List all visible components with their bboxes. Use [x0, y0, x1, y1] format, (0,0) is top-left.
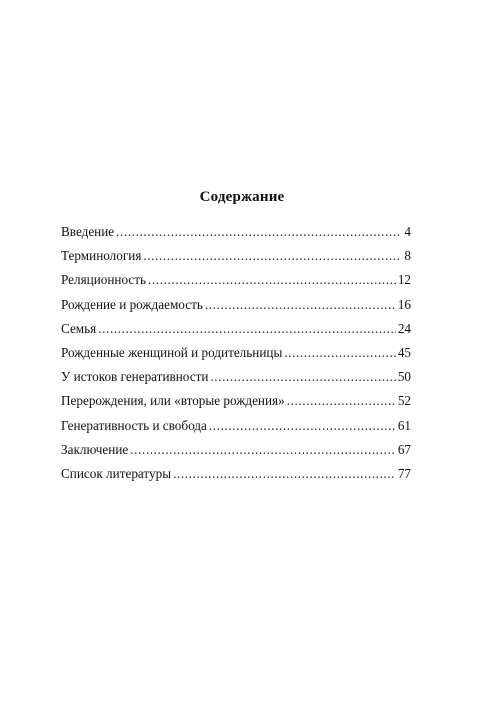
toc-entry-label: Реляционность: [61, 272, 147, 288]
toc-dot-leader: [205, 295, 396, 315]
toc-entry-origins-of-generativity[interactable]: [61, 367, 411, 391]
toc-entry-label: Рожденные женщиной и родительницы: [61, 344, 283, 360]
toc-entry-label: Семья: [61, 320, 97, 336]
toc-entry-page: 4: [404, 224, 411, 239]
toc-entry-bibliography[interactable]: [61, 464, 411, 488]
toc-dot-leader: [209, 416, 396, 436]
toc-entry-label: Терминология: [61, 248, 142, 264]
toc-entry-page: 45: [397, 344, 411, 360]
toc-entry-rebirths[interactable]: [61, 391, 411, 415]
toc-entry-page: 24: [397, 320, 411, 336]
toc-entry-relationality[interactable]: [61, 270, 411, 294]
toc-entry-label: Введение: [61, 224, 115, 239]
toc-entry-birth-and-natality[interactable]: [61, 295, 411, 319]
toc-dot-leader: [148, 270, 396, 290]
toc-entry-page: 16: [397, 296, 411, 312]
toc-dot-leader: [143, 246, 399, 266]
toc-entry-page: 67: [397, 441, 411, 457]
toc-dot-leader: [287, 391, 396, 411]
toc-entry-born-of-woman[interactable]: [61, 343, 411, 367]
toc-dot-leader: [130, 440, 396, 460]
toc-dot-leader: [98, 319, 396, 339]
toc-entry-page: 52: [397, 393, 411, 409]
toc-entry-page: 77: [397, 465, 411, 481]
toc-entry-label: Генеративность и свобода: [61, 417, 207, 433]
toc-entry-label: Список литературы: [61, 465, 172, 481]
toc-entry-page: 61: [397, 417, 411, 433]
toc-dot-leader: [116, 222, 399, 242]
toc-entry-label: Заключение: [61, 441, 129, 457]
toc-entry-page: 8: [404, 248, 411, 264]
toc-entry-terminology[interactable]: [61, 246, 411, 270]
toc-dot-leader: [284, 343, 396, 363]
toc-entry-label: Перерождения, или «вторые рождения»: [61, 393, 285, 409]
toc-entry-conclusion[interactable]: [61, 440, 411, 464]
toc-entry-family[interactable]: [61, 319, 411, 343]
toc-entry-generativity-and-freedom[interactable]: [61, 416, 411, 440]
toc-dot-leader: [210, 367, 395, 387]
table-of-contents: [61, 222, 411, 488]
toc-entry-page: 50: [397, 369, 411, 385]
toc-entry-label: Рождение и рождаемость: [61, 296, 203, 312]
toc-entry-page: 12: [397, 272, 411, 288]
toc-title: Содержание: [199, 189, 285, 205]
toc-entry-introduction[interactable]: [61, 222, 411, 246]
toc-dot-leader: [173, 464, 396, 484]
toc-entry-label: У истоков генеративности: [61, 369, 209, 385]
